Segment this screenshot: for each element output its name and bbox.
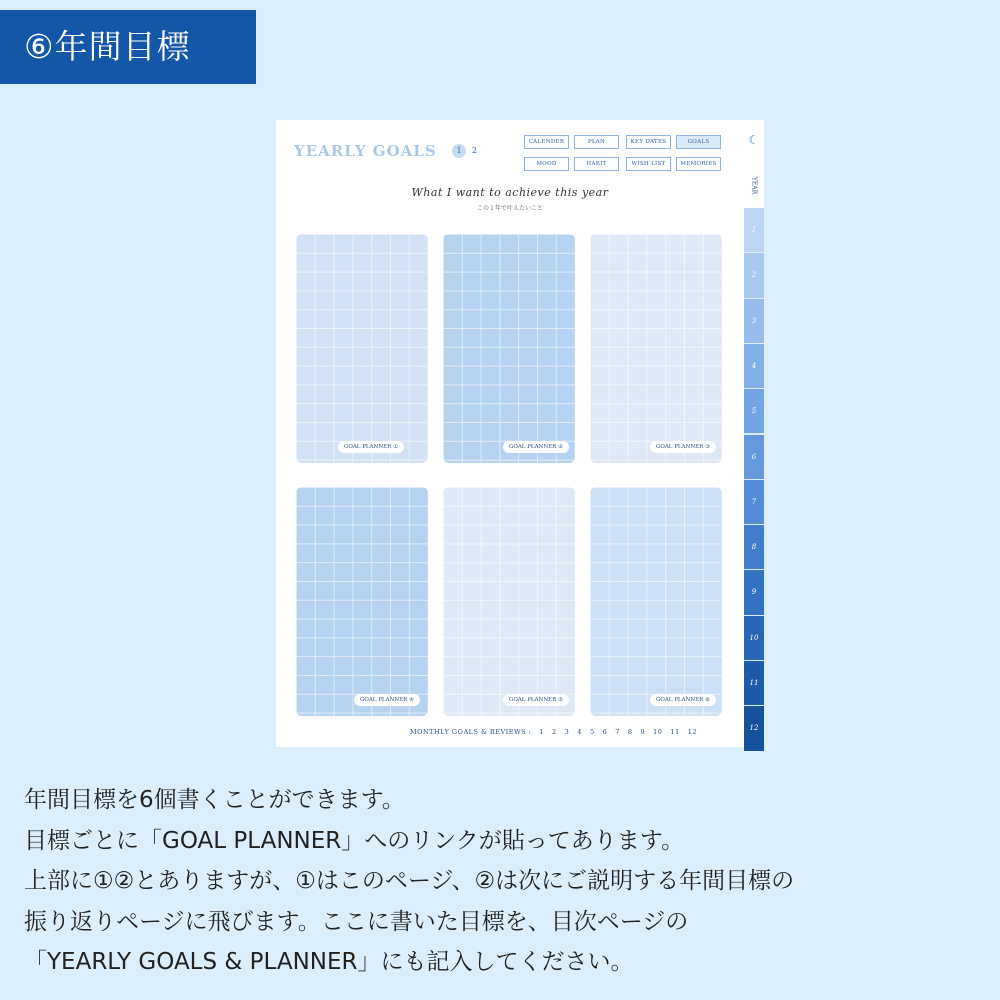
tab-month-1[interactable]: 1 bbox=[744, 208, 764, 252]
tab-month-10[interactable]: 10 bbox=[744, 616, 764, 660]
description-line: 上部に①②とありますが、①はこのページ、②は次にご説明する年間目標の bbox=[24, 868, 795, 894]
tab-year-label: YEAR bbox=[750, 176, 758, 195]
page-subtitle: What I want to achieve this year bbox=[411, 186, 609, 199]
month-link[interactable]: 12 bbox=[687, 728, 697, 736]
description-line: 目標ごとに「GOAL PLANNER」へのリンクが貼ってあります。 bbox=[24, 827, 684, 854]
goal-card bbox=[590, 487, 722, 716]
month-link[interactable]: 7 bbox=[615, 728, 620, 736]
nav-goals[interactable]: GOALS bbox=[676, 135, 721, 149]
month-link[interactable]: 1 bbox=[539, 728, 545, 736]
goal-card bbox=[443, 234, 575, 463]
section-banner: ⑥年間目標 bbox=[0, 10, 256, 84]
tab-month-4[interactable]: 4 bbox=[744, 344, 764, 388]
tab-month-6[interactable]: 6 bbox=[744, 435, 764, 479]
nav-plan[interactable]: PLAN bbox=[574, 135, 619, 149]
month-tab-strip bbox=[744, 120, 764, 747]
tab-month-7[interactable]: 7 bbox=[744, 480, 764, 524]
goal-planner-link-4[interactable]: GOAL PLANNER ④ bbox=[354, 694, 420, 706]
tab-month-8[interactable]: 8 bbox=[744, 525, 764, 569]
tab-month-5[interactable]: 5 bbox=[744, 389, 764, 433]
tab-month-9[interactable]: 9 bbox=[744, 570, 764, 614]
goal-card bbox=[443, 487, 575, 716]
goal-planner-link-3[interactable]: GOAL PLANNER ③ bbox=[650, 441, 716, 453]
goal-card bbox=[296, 234, 428, 463]
goal-planner-link-1[interactable]: GOAL PLANNER ① bbox=[338, 441, 404, 453]
page-link-1[interactable]: 1 bbox=[452, 144, 466, 158]
page-link-2[interactable]: 2 bbox=[472, 146, 478, 155]
goal-card bbox=[590, 234, 722, 463]
nav-wish-list[interactable]: WISH LIST bbox=[626, 157, 671, 171]
month-link[interactable]: 10 bbox=[653, 728, 663, 736]
tab-month-11[interactable]: 11 bbox=[744, 661, 764, 705]
nav-habit[interactable]: HABIT bbox=[574, 157, 619, 171]
tab-month-12[interactable]: 12 bbox=[744, 706, 764, 750]
page-title: YEARLY GOALS bbox=[294, 142, 437, 160]
month-link[interactable]: 5 bbox=[589, 728, 595, 736]
month-link[interactable]: 6 bbox=[602, 728, 608, 736]
month-link[interactable]: 11 bbox=[670, 728, 680, 736]
moon-icon[interactable]: ☾ bbox=[744, 120, 764, 164]
goal-planner-link-5[interactable]: GOAL PLANNER ⑤ bbox=[503, 694, 569, 706]
description-line: 振り返りページに飛びます。ここに書いた目標を、目次ページの bbox=[24, 908, 689, 935]
monthly-reviews-bar bbox=[410, 728, 697, 736]
monthly-reviews-label: MONTHLY GOALS & REVIEWS : bbox=[410, 728, 532, 736]
planner-page bbox=[276, 120, 744, 747]
tab-month-2[interactable]: 2 bbox=[744, 253, 764, 297]
month-link[interactable]: 4 bbox=[577, 728, 582, 736]
description-line: 「YEARLY GOALS & PLANNER」にも記入してください。 bbox=[24, 949, 634, 975]
page-subtitle-jp: この１年で叶えたいこと bbox=[476, 205, 543, 212]
goal-planner-link-6[interactable]: GOAL PLANNER ⑥ bbox=[650, 694, 716, 706]
tab-month-3[interactable]: 3 bbox=[744, 299, 764, 343]
nav-memories[interactable]: MEMORIES bbox=[676, 157, 721, 171]
month-link[interactable]: 8 bbox=[627, 728, 633, 736]
month-link[interactable]: 3 bbox=[564, 728, 570, 736]
goal-planner-link-2[interactable]: GOAL PLANNER ② bbox=[503, 441, 569, 453]
nav-calender[interactable]: CALENDER bbox=[524, 135, 569, 149]
nav-mood[interactable]: MOOD bbox=[524, 157, 569, 171]
nav-key-dates[interactable]: KEY DATES bbox=[626, 135, 671, 149]
description bbox=[24, 780, 984, 983]
description-line: 年間目標を6個書くことができます。 bbox=[24, 787, 405, 813]
month-link[interactable]: 9 bbox=[640, 728, 646, 736]
month-link[interactable]: 2 bbox=[552, 728, 557, 736]
goal-card bbox=[296, 487, 428, 716]
